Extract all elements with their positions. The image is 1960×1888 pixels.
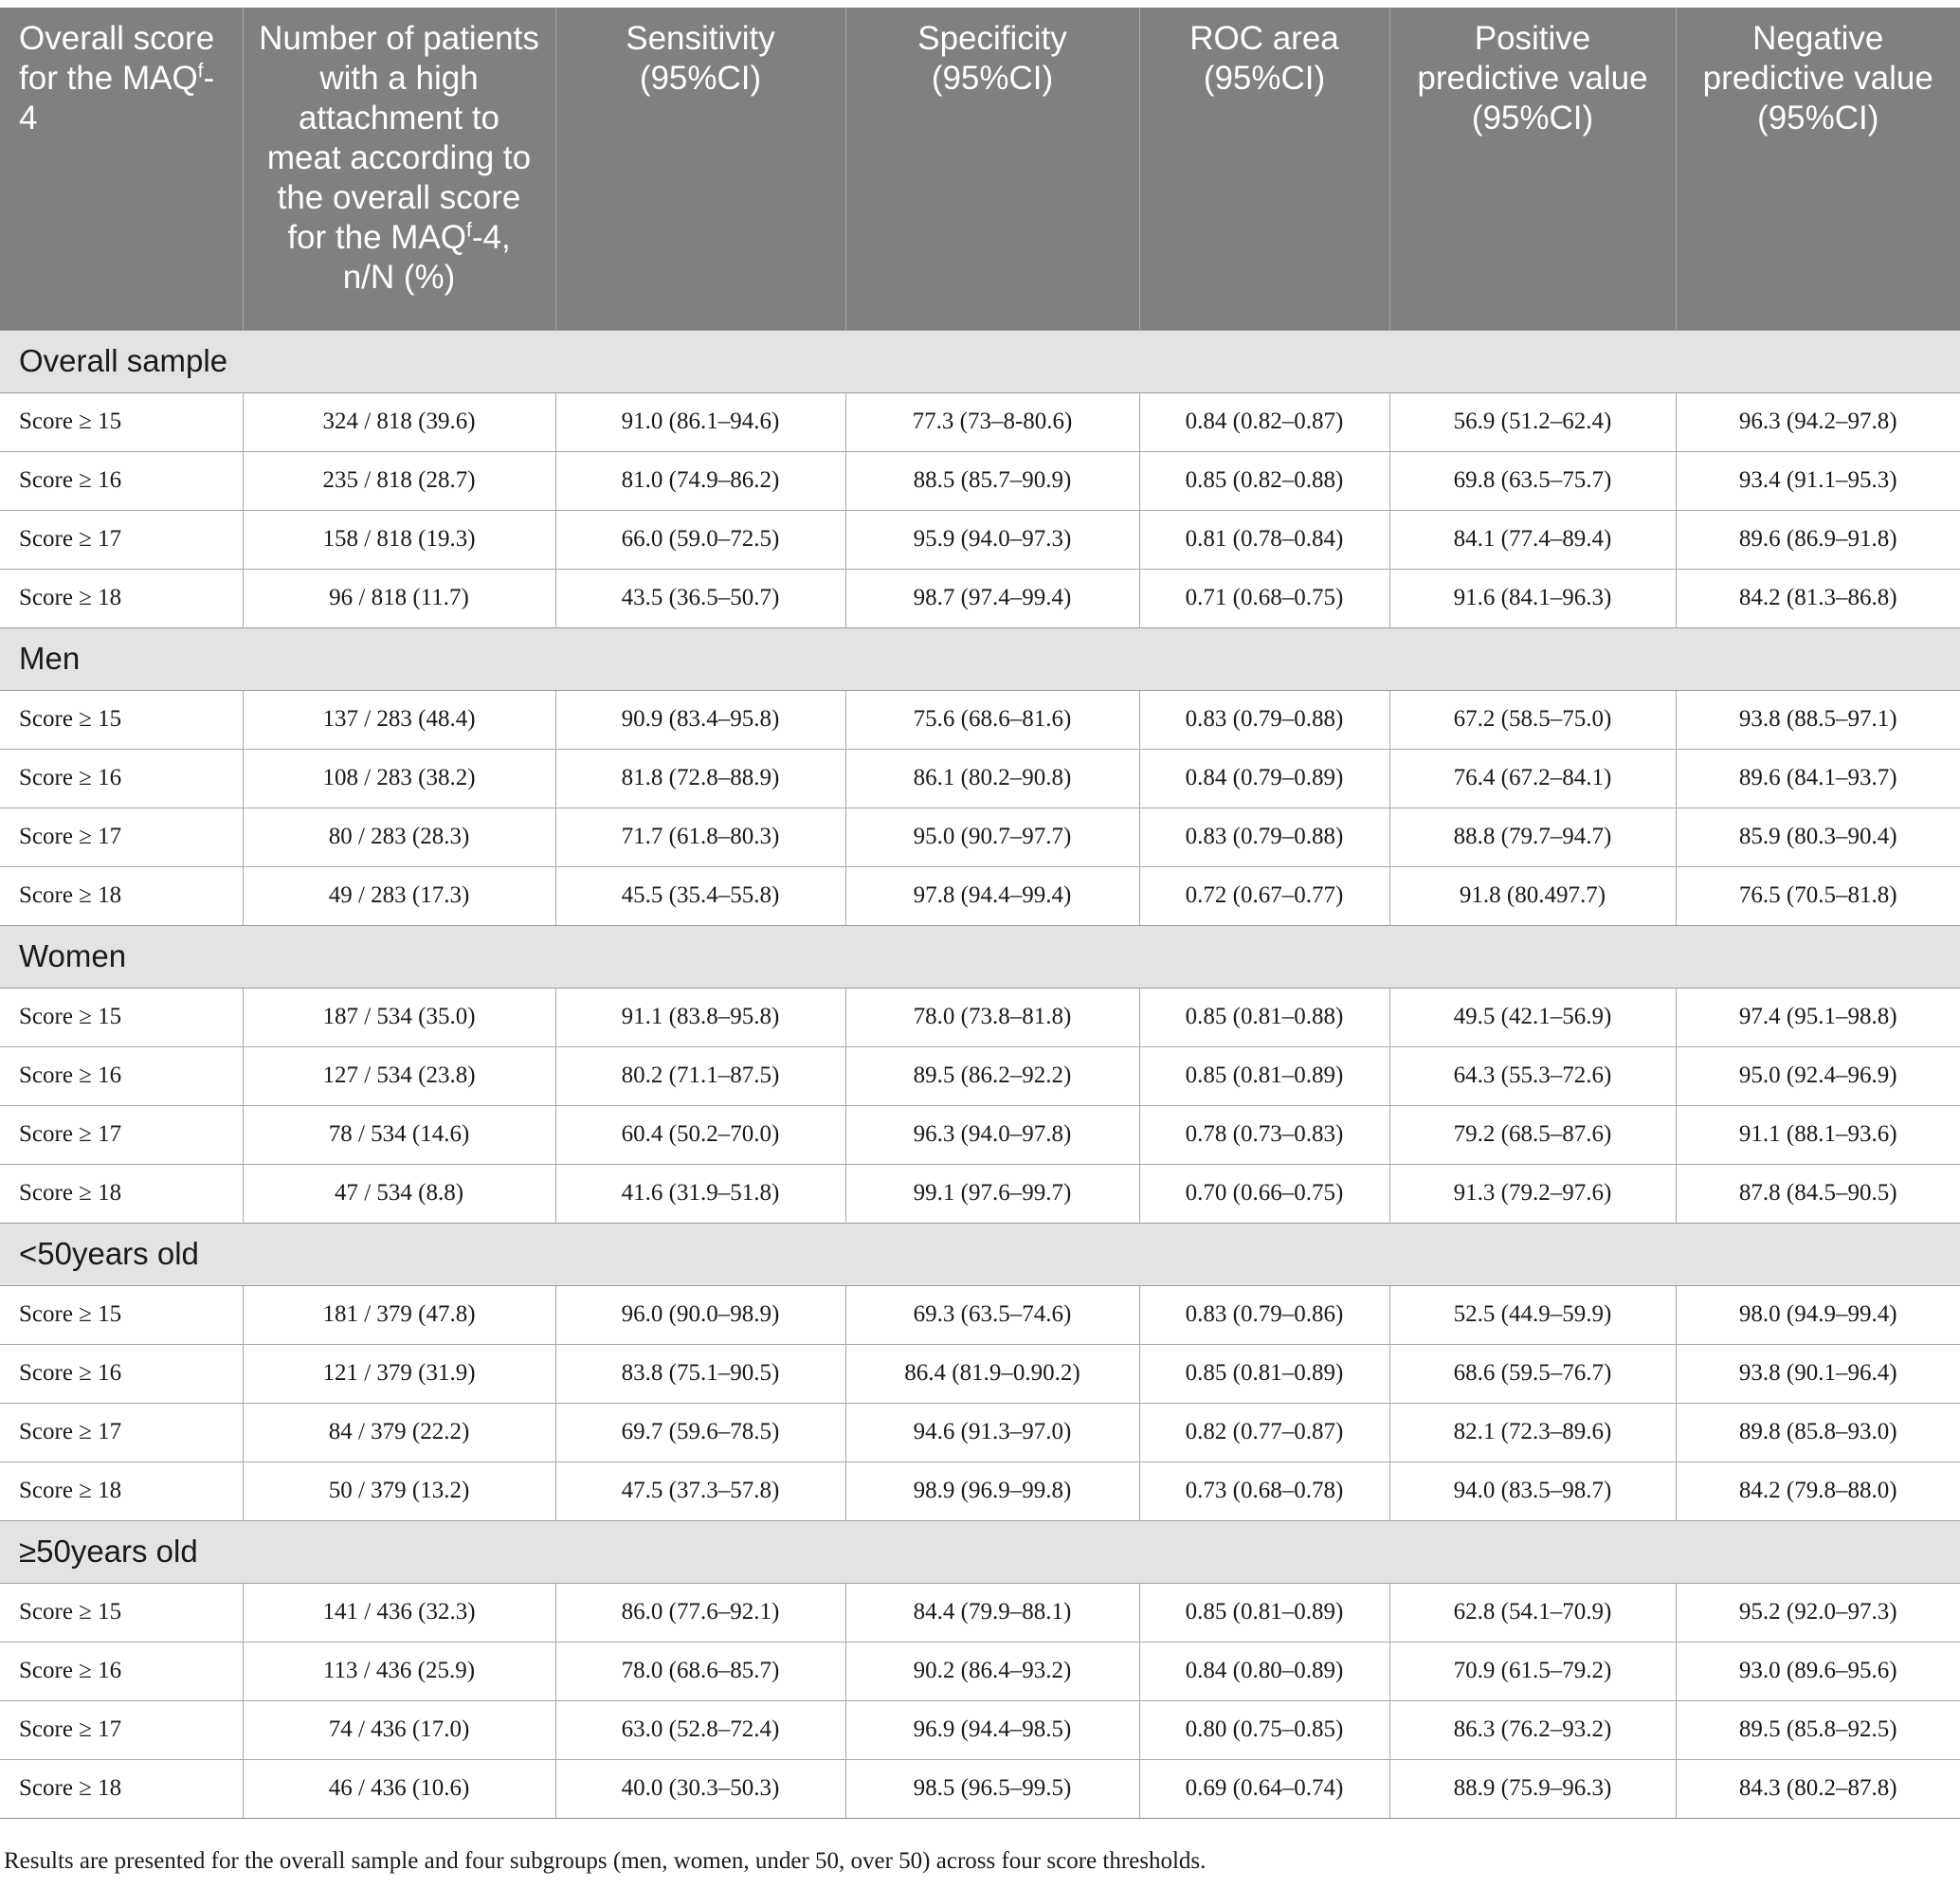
column-header-label: Overall score for the MAQ	[19, 20, 215, 97]
table-cell: 77.3 (73–8-80.6)	[845, 392, 1139, 451]
table-cell: 89.8 (85.8–93.0)	[1676, 1403, 1960, 1461]
table-cell: 95.2 (92.0–97.3)	[1676, 1583, 1960, 1642]
table-cell: 47.5 (37.3–57.8)	[555, 1461, 845, 1520]
table-cell: 137 / 283 (48.4)	[243, 690, 555, 749]
table-cell: 66.0 (59.0–72.5)	[555, 510, 845, 569]
threshold-cell: Score ≥ 17	[0, 510, 243, 569]
group-label: Women	[0, 925, 1960, 988]
column-header	[555, 8, 845, 330]
table-row	[0, 866, 1960, 925]
table-cell: 91.8 (80.497.7)	[1389, 866, 1676, 925]
threshold-cell: Score ≥ 18	[0, 569, 243, 627]
table-header	[0, 8, 1960, 330]
table-cell: 69.3 (63.5–74.6)	[845, 1285, 1139, 1344]
table-cell: 93.8 (88.5–97.1)	[1676, 690, 1960, 749]
table-cell: 0.85 (0.81–0.89)	[1139, 1046, 1389, 1105]
group-label: ≥50years old	[0, 1520, 1960, 1583]
table-row	[0, 1461, 1960, 1520]
table-cell: 45.5 (35.4–55.8)	[555, 866, 845, 925]
table-cell: 60.4 (50.2–70.0)	[555, 1105, 845, 1164]
table-cell: 41.6 (31.9–51.8)	[555, 1164, 845, 1223]
threshold-cell: Score ≥ 18	[0, 1759, 243, 1818]
table-cell: 46 / 436 (10.6)	[243, 1759, 555, 1818]
group-label: Overall sample	[0, 330, 1960, 392]
table-cell: 67.2 (58.5–75.0)	[1389, 690, 1676, 749]
table-cell: 0.80 (0.75–0.85)	[1139, 1700, 1389, 1759]
table-cell: 0.85 (0.81–0.88)	[1139, 988, 1389, 1046]
table-row	[0, 690, 1960, 749]
table-cell: 91.0 (86.1–94.6)	[555, 392, 845, 451]
table-cell: 89.6 (86.9–91.8)	[1676, 510, 1960, 569]
table-cell: 108 / 283 (38.2)	[243, 749, 555, 808]
table-cell: 70.9 (61.5–79.2)	[1389, 1642, 1676, 1700]
table-row	[0, 1583, 1960, 1642]
table-cell: 84.1 (77.4–89.4)	[1389, 510, 1676, 569]
table-cell: 84.4 (79.9–88.1)	[845, 1583, 1139, 1642]
group-label: <50years old	[0, 1223, 1960, 1285]
table-cell: 98.7 (97.4–99.4)	[845, 569, 1139, 627]
group-row	[0, 1223, 1960, 1285]
table-cell: 0.69 (0.64–0.74)	[1139, 1759, 1389, 1818]
table-cell: 64.3 (55.3–72.6)	[1389, 1046, 1676, 1105]
table-cell: 71.7 (61.8–80.3)	[555, 808, 845, 866]
table-cell: 62.8 (54.1–70.9)	[1389, 1583, 1676, 1642]
table-cell: 96.3 (94.2–97.8)	[1676, 392, 1960, 451]
column-header	[845, 8, 1139, 330]
table-cell: 97.4 (95.1–98.8)	[1676, 988, 1960, 1046]
table-row	[0, 749, 1960, 808]
table-cell: 0.83 (0.79–0.88)	[1139, 808, 1389, 866]
table-cell: 89.5 (86.2–92.2)	[845, 1046, 1139, 1105]
footnote-marker: f	[465, 219, 472, 242]
table-cell: 0.84 (0.79–0.89)	[1139, 749, 1389, 808]
table-cell: 86.0 (77.6–92.1)	[555, 1583, 845, 1642]
table-cell: 78.0 (68.6–85.7)	[555, 1642, 845, 1700]
group-row	[0, 330, 1960, 392]
table-cell: 68.6 (59.5–76.7)	[1389, 1344, 1676, 1403]
table-cell: 56.9 (51.2–62.4)	[1389, 392, 1676, 451]
threshold-cell: Score ≥ 16	[0, 1344, 243, 1403]
table-cell: 0.78 (0.73–0.83)	[1139, 1105, 1389, 1164]
table-cell: 158 / 818 (19.3)	[243, 510, 555, 569]
header-row	[0, 8, 1960, 330]
table-cell: 40.0 (30.3–50.3)	[555, 1759, 845, 1818]
table-cell: 84 / 379 (22.2)	[243, 1403, 555, 1461]
column-header	[243, 8, 555, 330]
table-cell: 187 / 534 (35.0)	[243, 988, 555, 1046]
table-row	[0, 808, 1960, 866]
table-cell: 90.9 (83.4–95.8)	[555, 690, 845, 749]
table-cell: 95.0 (90.7–97.7)	[845, 808, 1139, 866]
table-cell: 91.3 (79.2–97.6)	[1389, 1164, 1676, 1223]
group-row	[0, 925, 1960, 988]
table-cell: 0.84 (0.80–0.89)	[1139, 1642, 1389, 1700]
table-cell: 99.1 (97.6–99.7)	[845, 1164, 1139, 1223]
table-cell: 0.85 (0.81–0.89)	[1139, 1344, 1389, 1403]
column-header-label: Sensitivity (95%CI)	[626, 20, 775, 97]
table-cell: 43.5 (36.5–50.7)	[555, 569, 845, 627]
table-row	[0, 1285, 1960, 1344]
table-cell: 69.8 (63.5–75.7)	[1389, 451, 1676, 510]
table-row	[0, 1344, 1960, 1403]
group-row	[0, 1520, 1960, 1583]
table-cell: 76.4 (67.2–84.1)	[1389, 749, 1676, 808]
table-cell: 84.2 (81.3–86.8)	[1676, 569, 1960, 627]
table-cell: 324 / 818 (39.6)	[243, 392, 555, 451]
table-cell: 95.0 (92.4–96.9)	[1676, 1046, 1960, 1105]
table-cell: 88.8 (79.7–94.7)	[1389, 808, 1676, 866]
column-header-suffix: -4	[19, 60, 215, 136]
table-cell: 0.71 (0.68–0.75)	[1139, 569, 1389, 627]
table-row	[0, 1164, 1960, 1223]
table-cell: 49 / 283 (17.3)	[243, 866, 555, 925]
table-cell: 89.6 (84.1–93.7)	[1676, 749, 1960, 808]
table-cell: 91.1 (83.8–95.8)	[555, 988, 845, 1046]
table-cell: 121 / 379 (31.9)	[243, 1344, 555, 1403]
results-table	[0, 8, 1960, 1819]
column-header	[1389, 8, 1676, 330]
table-footnote: Results are presented for the overall sample and four subgroups (men, women, under 50, over 50) across four score thresholds.	[4, 1848, 1207, 1874]
table-cell: 52.5 (44.9–59.9)	[1389, 1285, 1676, 1344]
table-cell: 89.5 (85.8–92.5)	[1676, 1700, 1960, 1759]
column-header	[1676, 8, 1960, 330]
table-cell: 0.82 (0.77–0.87)	[1139, 1403, 1389, 1461]
table-cell: 98.5 (96.5–99.5)	[845, 1759, 1139, 1818]
threshold-cell: Score ≥ 18	[0, 1461, 243, 1520]
table-cell: 113 / 436 (25.9)	[243, 1642, 555, 1700]
table-cell: 91.1 (88.1–93.6)	[1676, 1105, 1960, 1164]
threshold-cell: Score ≥ 16	[0, 1046, 243, 1105]
threshold-cell: Score ≥ 17	[0, 1700, 243, 1759]
table-cell: 181 / 379 (47.8)	[243, 1285, 555, 1344]
table-cell: 0.72 (0.67–0.77)	[1139, 866, 1389, 925]
table-cell: 47 / 534 (8.8)	[243, 1164, 555, 1223]
table-cell: 78 / 534 (14.6)	[243, 1105, 555, 1164]
table-cell: 93.0 (89.6–95.6)	[1676, 1642, 1960, 1700]
table-row	[0, 1759, 1960, 1818]
group-label: Men	[0, 627, 1960, 690]
table-row	[0, 392, 1960, 451]
group-row	[0, 627, 1960, 690]
table-cell: 79.2 (68.5–87.6)	[1389, 1105, 1676, 1164]
threshold-cell: Score ≥ 17	[0, 1403, 243, 1461]
table-row	[0, 569, 1960, 627]
table-cell: 63.0 (52.8–72.4)	[555, 1700, 845, 1759]
table-cell: 74 / 436 (17.0)	[243, 1700, 555, 1759]
table-cell: 96.9 (94.4–98.5)	[845, 1700, 1139, 1759]
threshold-cell: Score ≥ 16	[0, 1642, 243, 1700]
table-cell: 93.8 (90.1–96.4)	[1676, 1344, 1960, 1403]
table-cell: 86.4 (81.9–0.90.2)	[845, 1344, 1139, 1403]
table-row	[0, 451, 1960, 510]
column-header-suffix: -4, n/N (%)	[342, 219, 511, 296]
table-cell: 84.2 (79.8–88.0)	[1676, 1461, 1960, 1520]
table-cell: 75.6 (68.6–81.6)	[845, 690, 1139, 749]
table-cell: 127 / 534 (23.8)	[243, 1046, 555, 1105]
table-cell: 82.1 (72.3–89.6)	[1389, 1403, 1676, 1461]
table-cell: 49.5 (42.1–56.9)	[1389, 988, 1676, 1046]
column-header-label: Positive predictive value (95%CI)	[1417, 20, 1648, 136]
threshold-cell: Score ≥ 16	[0, 451, 243, 510]
column-header	[0, 8, 243, 330]
threshold-cell: Score ≥ 18	[0, 866, 243, 925]
table-row	[0, 1642, 1960, 1700]
table-cell: 0.85 (0.81–0.89)	[1139, 1583, 1389, 1642]
threshold-cell: Score ≥ 15	[0, 988, 243, 1046]
table-cell: 96.3 (94.0–97.8)	[845, 1105, 1139, 1164]
column-header-label: Negative predictive value (95%CI)	[1702, 20, 1933, 136]
threshold-cell: Score ≥ 17	[0, 808, 243, 866]
table-cell: 97.8 (94.4–99.4)	[845, 866, 1139, 925]
table-cell: 50 / 379 (13.2)	[243, 1461, 555, 1520]
table-cell: 81.8 (72.8–88.9)	[555, 749, 845, 808]
table-cell: 69.7 (59.6–78.5)	[555, 1403, 845, 1461]
footnote-marker: f	[197, 60, 204, 82]
threshold-cell: Score ≥ 18	[0, 1164, 243, 1223]
table-cell: 85.9 (80.3–90.4)	[1676, 808, 1960, 866]
table-cell: 0.70 (0.66–0.75)	[1139, 1164, 1389, 1223]
table-cell: 0.85 (0.82–0.88)	[1139, 451, 1389, 510]
table-cell: 86.3 (76.2–93.2)	[1389, 1700, 1676, 1759]
table-cell: 94.0 (83.5–98.7)	[1389, 1461, 1676, 1520]
table-cell: 88.5 (85.7–90.9)	[845, 451, 1139, 510]
column-header	[1139, 8, 1389, 330]
table-cell: 83.8 (75.1–90.5)	[555, 1344, 845, 1403]
table-cell: 0.81 (0.78–0.84)	[1139, 510, 1389, 569]
table-cell: 91.6 (84.1–96.3)	[1389, 569, 1676, 627]
threshold-cell: Score ≥ 15	[0, 1583, 243, 1642]
table-row	[0, 1046, 1960, 1105]
table-cell: 84.3 (80.2–87.8)	[1676, 1759, 1960, 1818]
table-cell: 96.0 (90.0–98.9)	[555, 1285, 845, 1344]
table-cell: 0.73 (0.68–0.78)	[1139, 1461, 1389, 1520]
table-cell: 88.9 (75.9–96.3)	[1389, 1759, 1676, 1818]
threshold-cell: Score ≥ 16	[0, 749, 243, 808]
table-cell: 235 / 818 (28.7)	[243, 451, 555, 510]
table-row	[0, 988, 1960, 1046]
table-cell: 141 / 436 (32.3)	[243, 1583, 555, 1642]
table-cell: 0.83 (0.79–0.86)	[1139, 1285, 1389, 1344]
table-row	[0, 1403, 1960, 1461]
table-cell: 76.5 (70.5–81.8)	[1676, 866, 1960, 925]
column-header-label: Number of patients with a high attachment to meat according to the overall score for the MAQ	[259, 20, 539, 256]
table-cell: 96 / 818 (11.7)	[243, 569, 555, 627]
table-body	[0, 330, 1960, 1818]
threshold-cell: Score ≥ 15	[0, 690, 243, 749]
table-cell: 0.84 (0.82–0.87)	[1139, 392, 1389, 451]
table-cell: 80.2 (71.1–87.5)	[555, 1046, 845, 1105]
threshold-cell: Score ≥ 15	[0, 392, 243, 451]
table-row	[0, 1105, 1960, 1164]
table-cell: 98.9 (96.9–99.8)	[845, 1461, 1139, 1520]
table-cell: 78.0 (73.8–81.8)	[845, 988, 1139, 1046]
table-cell: 86.1 (80.2–90.8)	[845, 749, 1139, 808]
table-cell: 80 / 283 (28.3)	[243, 808, 555, 866]
table-cell: 93.4 (91.1–95.3)	[1676, 451, 1960, 510]
results-table-container	[0, 8, 1960, 1819]
table-cell: 98.0 (94.9–99.4)	[1676, 1285, 1960, 1344]
table-row	[0, 510, 1960, 569]
table-cell: 95.9 (94.0–97.3)	[845, 510, 1139, 569]
table-cell: 0.83 (0.79–0.88)	[1139, 690, 1389, 749]
column-header-label: Specificity (95%CI)	[917, 20, 1067, 97]
table-row	[0, 1700, 1960, 1759]
column-header-label: ROC area (95%CI)	[1189, 20, 1339, 97]
threshold-cell: Score ≥ 15	[0, 1285, 243, 1344]
threshold-cell: Score ≥ 17	[0, 1105, 243, 1164]
table-cell: 90.2 (86.4–93.2)	[845, 1642, 1139, 1700]
table-cell: 81.0 (74.9–86.2)	[555, 451, 845, 510]
table-cell: 87.8 (84.5–90.5)	[1676, 1164, 1960, 1223]
table-cell: 94.6 (91.3–97.0)	[845, 1403, 1139, 1461]
